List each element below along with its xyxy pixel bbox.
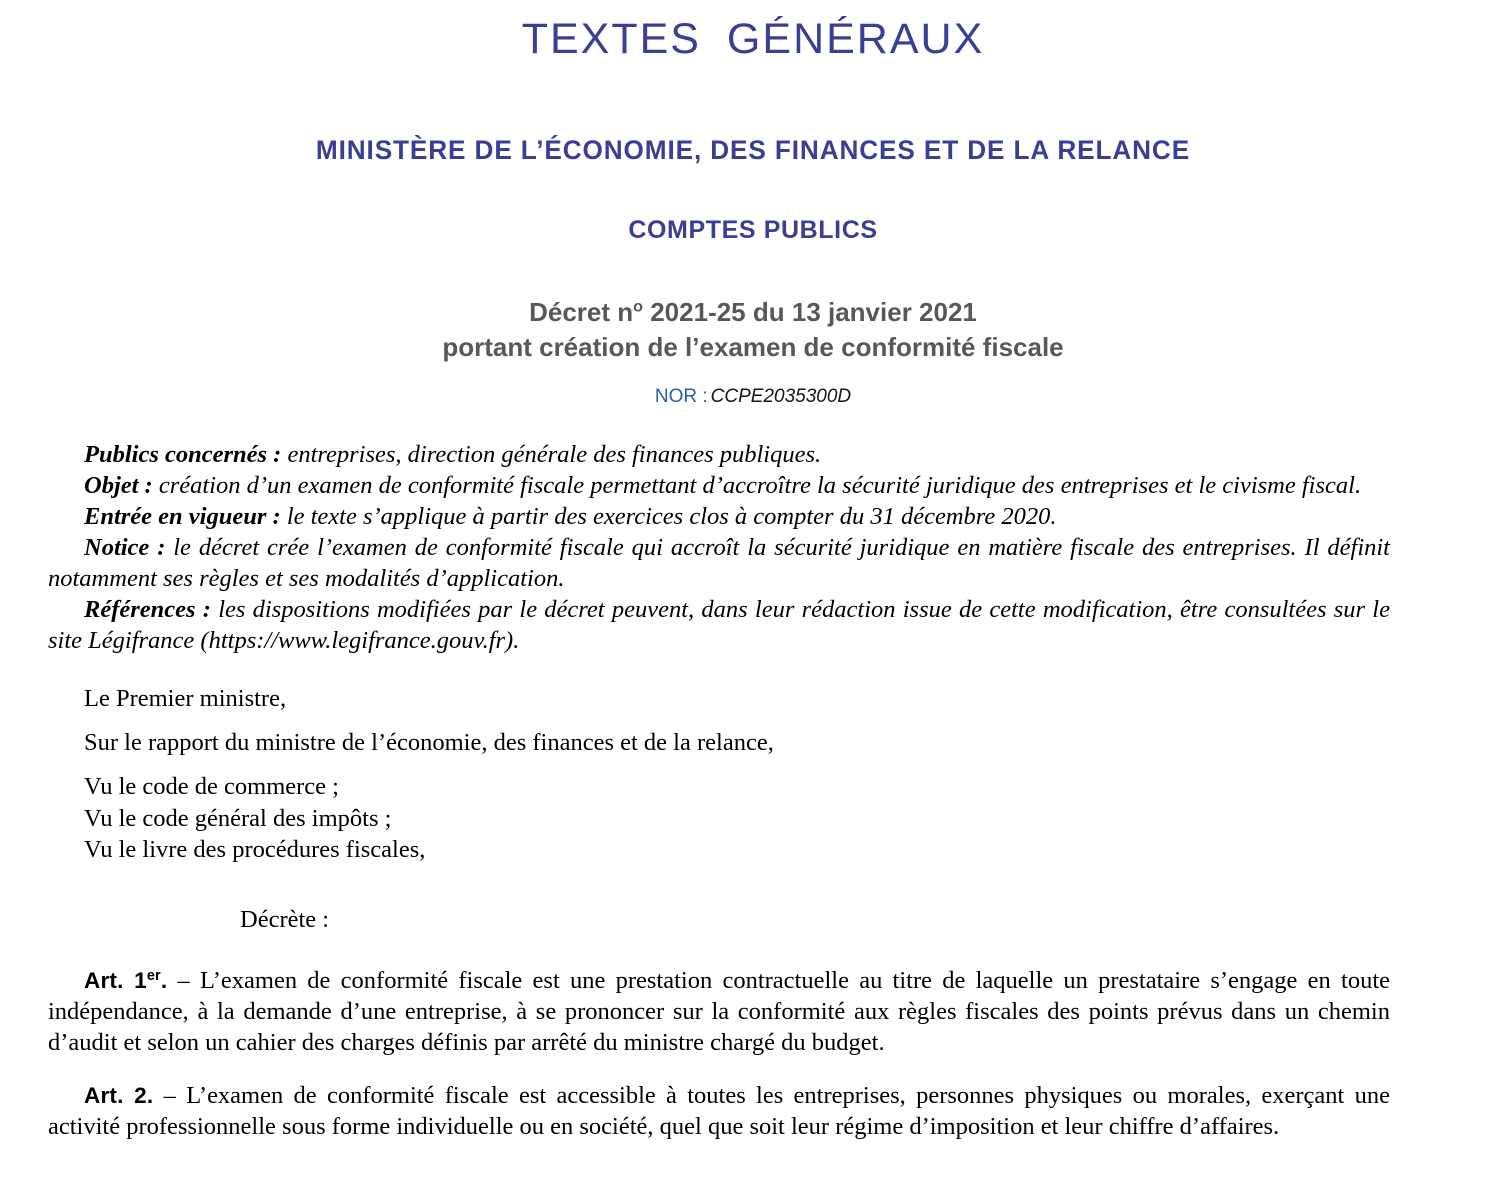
- article-label-suffix: .: [160, 968, 168, 994]
- article-label-prefix: Art. 1: [84, 968, 147, 994]
- references-label: Références :: [84, 596, 211, 624]
- entree-en-vigueur-label: Entrée en vigueur :: [84, 503, 281, 531]
- nor-line: [0, 387, 1506, 406]
- nor-label: NOR :: [654, 386, 708, 408]
- decree-number-ordinal: o: [633, 297, 643, 316]
- article-label: [84, 1083, 153, 1108]
- article-label-ordinal: er: [146, 968, 161, 985]
- article-text: L’examen de conformité fiscale est accessible à toutes les entreprises, personnes physiques ou morales, exerçant une activité professionnelle sous forme individuelle ou en société, quel que soit leur régime d’imposition et leur chiffre d’affaires.: [48, 1082, 1391, 1141]
- decree-number-prefix: Décret n: [529, 297, 634, 327]
- article-label: [84, 968, 167, 993]
- decree-number-suffix: 2021-25 du 13 janvier 2021: [643, 297, 977, 327]
- references-paragraph: [48, 595, 1390, 657]
- articles-block: [48, 966, 1390, 1143]
- page-title: TEXTES GÉNÉRAUX: [521, 15, 985, 63]
- article-dash: –: [167, 967, 201, 995]
- notice-block: [48, 440, 1390, 657]
- visa-item: Vu le code général des impôts ;: [84, 804, 392, 832]
- rapport-line: Sur le rapport du ministre de l’économie, des finances et de la relance,: [84, 728, 774, 756]
- visa-item: Vu le code de commerce ;: [84, 772, 339, 800]
- references-text: les dispositions modifiées par le décret peuvent, dans leur rédaction issue de cette modification, être consultées sur le site Légifrance (https://www.legifrance.gouv.fr).: [48, 596, 1390, 655]
- publics-concernes-text: entreprises, direction générale des finances publiques.: [281, 441, 822, 469]
- article-paragraph: [48, 1081, 1390, 1143]
- visa-block: [48, 683, 1390, 936]
- ministry-heading: MINISTÈRE DE L’ÉCONOMIE, DES FINANCES ET DE LA RELANCE: [315, 135, 1191, 165]
- article-text: L’examen de conformité fiscale est une prestation contractuelle au titre de laquelle un prestataire s’engage en toute indépendance, à la demande d’une entreprise, à se prononcer sur la conformité aux règles fiscales des points prévus dans un chemin d’audit et selon un cahier des charges définis par arrêté du ministre chargé du budget.: [48, 967, 1391, 1057]
- decrete-line: Décrète :: [240, 906, 330, 934]
- decree-title: [0, 295, 1506, 365]
- decree-title-line-1: [0, 295, 1506, 330]
- article-dash: –: [153, 1082, 187, 1110]
- article-label-suffix: .: [146, 1083, 154, 1109]
- notice-text: le décret crée l’examen de conformité fiscale qui accroît la sécurité juridique en matière fiscale des entreprises. Il définit notamment ses règles et ses modalités d’application.: [48, 534, 1390, 593]
- article-paragraph: [48, 966, 1390, 1059]
- department-heading: COMPTES PUBLICS: [628, 216, 878, 244]
- masthead: [0, 0, 1506, 406]
- visa-item: Vu le livre des procédures fiscales,: [84, 836, 426, 864]
- objet-paragraph: [48, 471, 1390, 502]
- objet-text: création d’un examen de conformité fiscale permettant d’accroître la sécurité juridique des entreprises et le civisme fiscal.: [152, 472, 1362, 500]
- notice-label: Notice :: [84, 534, 166, 562]
- nor-value: CCPE2035300D: [710, 386, 852, 408]
- entree-en-vigueur-paragraph: [48, 502, 1390, 533]
- decree-title-line-2: portant création de l’examen de conformité fiscale: [442, 332, 1064, 363]
- publics-concernes-paragraph: [48, 440, 1390, 471]
- premier-ministre-line: Le Premier ministre,: [84, 685, 287, 713]
- objet-label: Objet :: [84, 472, 153, 500]
- notice-paragraph: [48, 533, 1390, 595]
- publics-concernes-label: Publics concernés :: [84, 441, 282, 469]
- entree-en-vigueur-text: le texte s’applique à partir des exercices clos à compter du 31 décembre 2020.: [280, 503, 1057, 531]
- article-label-prefix: Art. 2: [84, 1083, 147, 1109]
- document-body: [0, 440, 1506, 1143]
